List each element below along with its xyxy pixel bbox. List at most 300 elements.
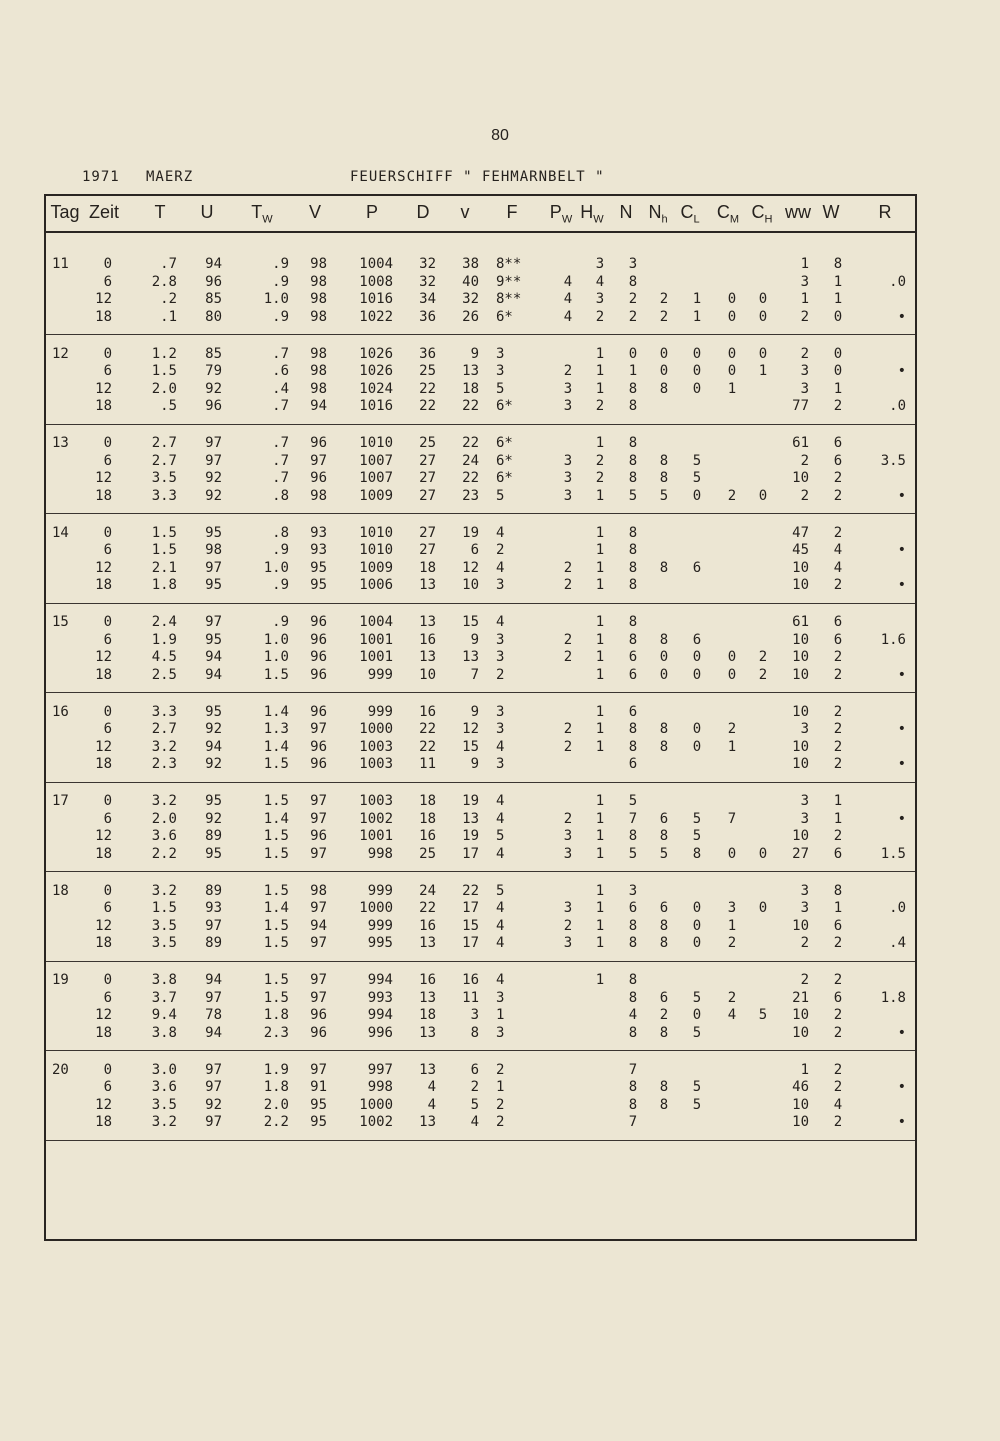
cell-ww: 21: [792, 989, 809, 1006]
cell-vv: 19: [462, 828, 479, 845]
cell-pw: 2: [563, 649, 573, 666]
cell-d: 13: [419, 1114, 436, 1131]
cell-cm: 2: [727, 989, 737, 1006]
cell-d: 13: [419, 614, 436, 630]
day-separator: [46, 334, 915, 335]
cell-n: 2: [628, 291, 638, 308]
cell-f: 6*: [496, 308, 513, 325]
cell-zeit: 12: [95, 649, 112, 666]
day-label: 19: [52, 972, 69, 988]
cell-f: 5: [496, 882, 505, 899]
cell-hw: 3: [595, 256, 605, 272]
cell-vv: 10: [462, 577, 479, 594]
cell-ww: 3: [800, 273, 809, 290]
cell-ww: 61: [792, 614, 809, 630]
cell-p: 1006: [359, 577, 393, 594]
cell-d: 16: [419, 972, 436, 988]
cell-zeit: 6: [103, 273, 112, 290]
cell-w: 6: [833, 614, 843, 630]
cell-hw: 2: [595, 470, 605, 487]
cell-u: 95: [205, 845, 222, 862]
cell-zeit: 6: [103, 721, 112, 738]
column-header-r: [879, 202, 892, 228]
cell-v: 96: [310, 738, 327, 755]
cell-d: 27: [419, 524, 436, 541]
cell-zeit: 6: [103, 810, 112, 827]
cell-n: 8: [628, 828, 638, 845]
cell-p: 997: [367, 1061, 393, 1078]
cell-pw: 3: [563, 935, 573, 952]
cell-d: 18: [419, 559, 436, 576]
cell-t: 3.5: [151, 917, 177, 934]
cell-w: 6: [833, 452, 843, 469]
cell-t: 3.2: [151, 793, 177, 809]
cell-n: 6: [628, 900, 638, 917]
cell-p: 1000: [359, 721, 393, 738]
cell-f: 6*: [496, 435, 513, 451]
cell-hw: 1: [595, 666, 605, 683]
cell-w: 1: [833, 273, 843, 290]
column-header-label: N: [619, 202, 633, 222]
cell-v: 98: [310, 345, 327, 362]
cell-nh: 2: [659, 291, 669, 308]
cell-u: 92: [205, 1096, 222, 1113]
cell-hw: 1: [595, 487, 605, 504]
cell-f: 3: [496, 345, 505, 362]
cell-ww: 10: [792, 756, 809, 773]
cell-cm: 2: [727, 721, 737, 738]
cell-t: 2.7: [151, 452, 177, 469]
cell-f: 5: [496, 487, 505, 504]
cell-cl: 1: [692, 308, 702, 325]
cell-n: 8: [628, 631, 638, 648]
cell-cl: 0: [692, 917, 702, 934]
cell-zeit: 12: [95, 1007, 112, 1024]
cell-u: 79: [205, 363, 222, 380]
header-month: MAERZ: [146, 169, 194, 185]
cell-w: 2: [833, 487, 843, 504]
cell-vv: 24: [462, 452, 479, 469]
cell-vv: 9: [470, 345, 479, 362]
cell-ww: 10: [792, 470, 809, 487]
cell-ch: 0: [758, 487, 768, 504]
cell-ww: 10: [792, 917, 809, 934]
day-separator: [46, 782, 915, 783]
cell-pw: 2: [563, 738, 573, 755]
cell-nh: 8: [659, 470, 669, 487]
cell-p: 999: [367, 703, 393, 720]
cell-cl: 6: [692, 631, 702, 648]
cell-w: 6: [833, 989, 843, 1006]
cell-t: 2.8: [151, 273, 177, 290]
cell-d: 16: [419, 917, 436, 934]
cell-u: 80: [205, 308, 222, 325]
cell-w: 8: [833, 256, 843, 272]
cell-n: 6: [628, 703, 638, 720]
cell-n: 7: [628, 1061, 638, 1078]
cell-tw: .9: [272, 614, 289, 630]
cell-cl: 0: [692, 487, 702, 504]
cell-vv: 15: [462, 614, 479, 630]
cell-w: 2: [833, 398, 843, 415]
cell-vv: 12: [462, 721, 479, 738]
cell-tw: 1.0: [263, 559, 289, 576]
cell-tw: .8: [272, 487, 289, 504]
column-header-label: D: [416, 202, 430, 222]
cell-tw: .7: [272, 452, 289, 469]
cell-vv: 17: [462, 900, 479, 917]
cell-d: 18: [419, 810, 436, 827]
cell-p: 1024: [359, 380, 393, 397]
cell-v: 95: [310, 577, 327, 594]
cell-vv: 4: [470, 1114, 479, 1131]
cell-n: 6: [628, 649, 638, 666]
cell-tw: 1.5: [263, 935, 289, 952]
cell-vv: 19: [462, 524, 479, 541]
cell-hw: 2: [595, 398, 605, 415]
cell-u: 97: [205, 559, 222, 576]
cell-vv: 22: [462, 882, 479, 899]
cell-ww: 10: [792, 631, 809, 648]
cell-nh: 8: [659, 721, 669, 738]
cell-r: .0: [889, 398, 906, 415]
cell-r: •: [897, 363, 906, 380]
cell-v: 98: [310, 487, 327, 504]
cell-v: 98: [310, 380, 327, 397]
cell-hw: 1: [595, 721, 605, 738]
cell-n: 8: [628, 452, 638, 469]
cell-vv: 5: [470, 1096, 479, 1113]
cell-t: 1.9: [151, 631, 177, 648]
cell-nh: 0: [659, 363, 669, 380]
cell-r: •: [897, 308, 906, 325]
column-header-f: [507, 202, 518, 228]
cell-w: 4: [833, 1096, 843, 1113]
cell-u: 94: [205, 1024, 222, 1041]
cell-cm: 0: [727, 649, 737, 666]
cell-w: 1: [833, 380, 843, 397]
cell-ww: 10: [792, 666, 809, 683]
cell-vv: 22: [462, 435, 479, 451]
cell-cl: 0: [692, 900, 702, 917]
cell-w: 4: [833, 542, 843, 559]
cell-p: 1010: [359, 435, 393, 451]
header-rule: [44, 231, 917, 233]
cell-w: 2: [833, 756, 843, 773]
cell-r: .0: [889, 273, 906, 290]
column-header-nh: [648, 202, 667, 228]
cell-vv: 17: [462, 935, 479, 952]
column-header-subscript: H: [764, 213, 773, 226]
cell-tw: .4: [272, 380, 289, 397]
column-header-label: C: [680, 202, 694, 222]
cell-u: 92: [205, 470, 222, 487]
cell-t: 3.2: [151, 738, 177, 755]
cell-cl: 0: [692, 666, 702, 683]
cell-tw: .9: [272, 577, 289, 594]
cell-cl: 0: [692, 721, 702, 738]
cell-p: 1000: [359, 1096, 393, 1113]
cell-r: •: [897, 756, 906, 773]
cell-d: 13: [419, 649, 436, 666]
cell-cm: 7: [727, 810, 737, 827]
cell-p: 1001: [359, 649, 393, 666]
cell-vv: 16: [462, 972, 479, 988]
cell-w: 6: [833, 435, 843, 451]
column-header-label: C: [751, 202, 765, 222]
cell-t: 3.3: [151, 703, 177, 720]
cell-tw: 2.2: [263, 1114, 289, 1131]
cell-n: 8: [628, 470, 638, 487]
column-header-label: F: [506, 202, 518, 222]
cell-v: 96: [310, 1007, 327, 1024]
cell-hw: 1: [595, 917, 605, 934]
cell-cl: 0: [692, 363, 702, 380]
cell-ww: 10: [792, 1096, 809, 1113]
cell-d: 27: [419, 452, 436, 469]
cell-u: 97: [205, 1114, 222, 1131]
cell-cm: 1: [727, 917, 737, 934]
cell-hw: 1: [595, 614, 605, 630]
cell-vv: 12: [462, 559, 479, 576]
cell-pw: 2: [563, 631, 573, 648]
cell-hw: 1: [595, 345, 605, 362]
cell-t: 2.4: [151, 614, 177, 630]
cell-n: 8: [628, 435, 638, 451]
cell-zeit: 0: [103, 972, 112, 988]
cell-d: 22: [419, 380, 436, 397]
cell-pw: 2: [563, 577, 573, 594]
cell-f: 5: [496, 380, 505, 397]
cell-f: 3: [496, 703, 505, 720]
cell-d: 22: [419, 398, 436, 415]
day-label: 17: [52, 793, 69, 809]
header-station: FEUERSCHIFF " FEHMARNBELT ": [350, 169, 605, 185]
column-header-u: [201, 202, 214, 228]
cell-t: 2.7: [151, 435, 177, 451]
cell-ww: 10: [792, 649, 809, 666]
cell-tw: 1.4: [263, 900, 289, 917]
cell-f: 3: [496, 1024, 505, 1041]
cell-d: 25: [419, 363, 436, 380]
cell-f: 1: [496, 1079, 505, 1096]
cell-f: 4: [496, 972, 505, 988]
cell-u: 97: [205, 1079, 222, 1096]
cell-d: 11: [419, 756, 436, 773]
cell-n: 8: [628, 577, 638, 594]
column-header-cl: [680, 202, 699, 228]
cell-v: 97: [310, 845, 327, 862]
day-label: 11: [52, 256, 69, 272]
cell-d: 22: [419, 900, 436, 917]
column-header-subscript: h: [661, 213, 668, 226]
cell-vv: 23: [462, 487, 479, 504]
cell-v: 96: [310, 470, 327, 487]
cell-v: 95: [310, 1114, 327, 1131]
cell-ww: 2: [800, 452, 809, 469]
cell-v: 97: [310, 935, 327, 952]
cell-u: 97: [205, 435, 222, 451]
cell-p: 1001: [359, 828, 393, 845]
cell-w: 2: [833, 972, 843, 988]
cell-r: .4: [889, 935, 906, 952]
cell-w: 4: [833, 559, 843, 576]
cell-p: 995: [367, 935, 393, 952]
cell-f: 4: [496, 917, 505, 934]
column-header-label: Tag: [50, 202, 80, 222]
cell-u: 94: [205, 738, 222, 755]
cell-cm: 0: [727, 666, 737, 683]
cell-w: 1: [833, 793, 843, 809]
cell-zeit: 0: [103, 1061, 112, 1078]
day-separator: [46, 603, 915, 604]
cell-r: 1.6: [880, 631, 906, 648]
cell-d: 13: [419, 1061, 436, 1078]
cell-nh: 8: [659, 1096, 669, 1113]
cell-zeit: 0: [103, 703, 112, 720]
cell-vv: 17: [462, 845, 479, 862]
cell-t: 4.5: [151, 649, 177, 666]
cell-v: 96: [310, 666, 327, 683]
cell-v: 96: [310, 828, 327, 845]
cell-r: •: [897, 1024, 906, 1041]
cell-ch: 0: [758, 291, 768, 308]
cell-v: 97: [310, 793, 327, 809]
cell-cm: 0: [727, 345, 737, 362]
cell-p: 1010: [359, 542, 393, 559]
cell-p: 1003: [359, 793, 393, 809]
column-header-label: H: [580, 202, 594, 222]
cell-cl: 0: [692, 738, 702, 755]
column-header-label: N: [648, 202, 662, 222]
cell-w: 2: [833, 649, 843, 666]
cell-vv: 9: [470, 756, 479, 773]
cell-p: 1022: [359, 308, 393, 325]
cell-zeit: 18: [95, 845, 112, 862]
cell-zeit: 6: [103, 631, 112, 648]
cell-v: 98: [310, 882, 327, 899]
cell-u: 89: [205, 828, 222, 845]
cell-zeit: 0: [103, 882, 112, 899]
cell-n: 2: [628, 308, 638, 325]
cell-nh: 8: [659, 738, 669, 755]
cell-cl: 5: [692, 1024, 702, 1041]
cell-f: 4: [496, 793, 505, 809]
day-label: 13: [52, 435, 69, 451]
cell-v: 93: [310, 542, 327, 559]
cell-hw: 1: [595, 900, 605, 917]
cell-zeit: 18: [95, 398, 112, 415]
cell-p: 994: [367, 972, 393, 988]
cell-p: 1010: [359, 524, 393, 541]
cell-vv: 26: [462, 308, 479, 325]
cell-u: 97: [205, 989, 222, 1006]
cell-ww: 10: [792, 1007, 809, 1024]
cell-tw: 1.0: [263, 291, 289, 308]
cell-r: 1.5: [880, 845, 906, 862]
cell-u: 89: [205, 935, 222, 952]
cell-tw: 1.0: [263, 631, 289, 648]
cell-f: 5: [496, 828, 505, 845]
cell-zeit: 12: [95, 917, 112, 934]
cell-pw: 3: [563, 470, 573, 487]
cell-cl: 5: [692, 1096, 702, 1113]
cell-ww: 10: [792, 703, 809, 720]
cell-ww: 2: [800, 487, 809, 504]
cell-n: 1: [628, 363, 638, 380]
cell-pw: 3: [563, 398, 573, 415]
cell-ww: 3: [800, 363, 809, 380]
cell-ww: 3: [800, 721, 809, 738]
cell-f: 4: [496, 810, 505, 827]
page-number: 80: [491, 127, 509, 144]
cell-n: 8: [628, 559, 638, 576]
cell-f: 6*: [496, 470, 513, 487]
cell-hw: 1: [595, 577, 605, 594]
cell-cm: 0: [727, 363, 737, 380]
day-label: 20: [52, 1061, 69, 1078]
cell-zeit: 18: [95, 577, 112, 594]
cell-d: 25: [419, 845, 436, 862]
cell-d: 27: [419, 487, 436, 504]
cell-v: 96: [310, 703, 327, 720]
cell-d: 24: [419, 882, 436, 899]
cell-v: 96: [310, 1024, 327, 1041]
cell-zeit: 18: [95, 1114, 112, 1131]
cell-n: 5: [628, 487, 638, 504]
cell-vv: 9: [470, 703, 479, 720]
cell-cl: 1: [692, 291, 702, 308]
cell-d: 25: [419, 435, 436, 451]
cell-f: 3: [496, 631, 505, 648]
cell-w: 8: [833, 882, 843, 899]
day-separator: [46, 961, 915, 962]
cell-vv: 9: [470, 631, 479, 648]
cell-f: 3: [496, 756, 505, 773]
cell-p: 1002: [359, 1114, 393, 1131]
cell-f: 2: [496, 542, 505, 559]
cell-ww: 77: [792, 398, 809, 415]
cell-f: 6*: [496, 452, 513, 469]
cell-u: 92: [205, 756, 222, 773]
cell-cm: 0: [727, 291, 737, 308]
cell-vv: 18: [462, 380, 479, 397]
cell-tw: .9: [272, 256, 289, 272]
cell-tw: 1.8: [263, 1007, 289, 1024]
cell-hw: 1: [595, 524, 605, 541]
cell-zeit: 0: [103, 435, 112, 451]
cell-w: 2: [833, 1007, 843, 1024]
cell-p: 999: [367, 882, 393, 899]
cell-zeit: 18: [95, 935, 112, 952]
cell-pw: 2: [563, 559, 573, 576]
cell-r: •: [897, 1079, 906, 1096]
cell-nh: 6: [659, 989, 669, 1006]
cell-v: 95: [310, 559, 327, 576]
cell-p: 1016: [359, 291, 393, 308]
cell-w: 2: [833, 577, 843, 594]
cell-cm: 2: [727, 935, 737, 952]
column-header-label: R: [878, 202, 892, 222]
column-header-w: [823, 202, 840, 228]
cell-t: 3.3: [151, 487, 177, 504]
cell-v: 96: [310, 649, 327, 666]
cell-t: 3.6: [151, 1079, 177, 1096]
cell-t: 3.8: [151, 1024, 177, 1041]
cell-w: 2: [833, 1061, 843, 1078]
cell-cm: 4: [727, 1007, 737, 1024]
cell-f: 2: [496, 1114, 505, 1131]
